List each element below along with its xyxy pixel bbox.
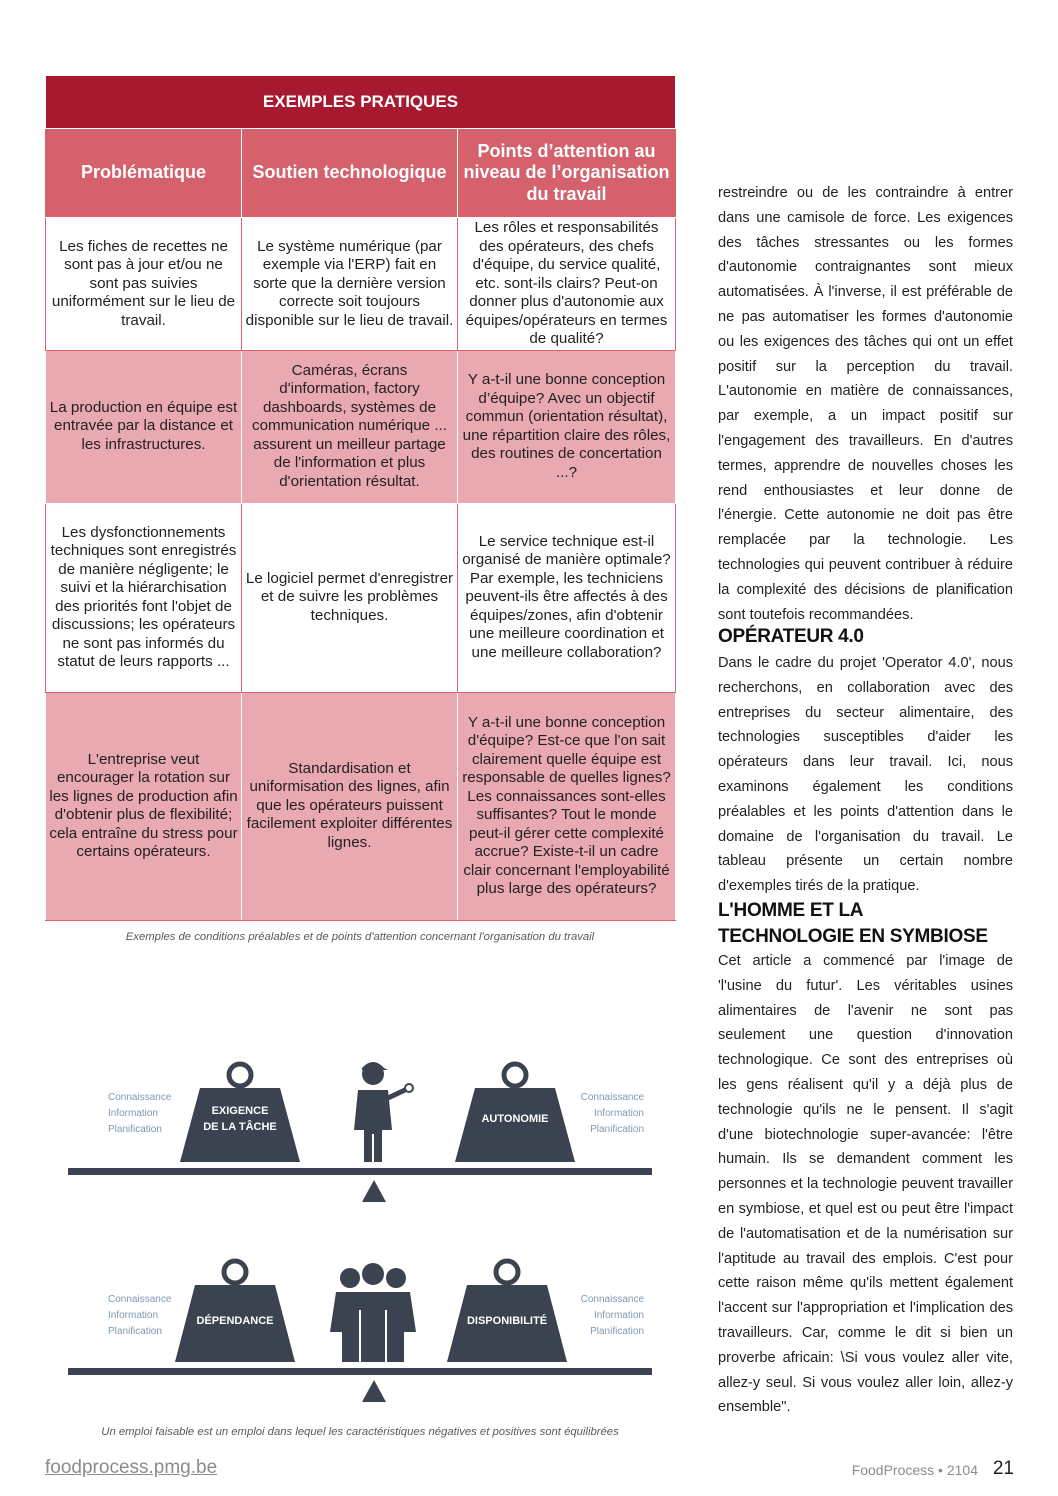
- side-label: Planification: [108, 1124, 162, 1135]
- table-row: [46, 350, 676, 503]
- person-icon: [354, 1062, 413, 1162]
- table-cell: La production en équipe est entravée par la distance et les infrastructures.: [46, 350, 242, 503]
- side-label: Connaissance: [580, 1092, 644, 1103]
- weight-label: EXIGENCE: [211, 1105, 269, 1117]
- side-label: Information: [108, 1108, 159, 1119]
- side-label: Planification: [108, 1326, 162, 1337]
- practical-examples-table: [45, 75, 676, 921]
- table-row: [46, 503, 676, 692]
- page-number: 21: [992, 1458, 1014, 1479]
- bottom-scale: [68, 1261, 652, 1402]
- weight-label: DÉPENDANCE: [196, 1315, 274, 1327]
- side-label: Connaissance: [108, 1092, 172, 1103]
- team-icon: [330, 1263, 416, 1362]
- weight-label: AUTONOMIE: [481, 1113, 549, 1125]
- table-caption: Exemples de conditions préalables et de points d'attention concernant l'organisation du travail: [125, 931, 595, 943]
- table-cell: Les dysfonctionnements techniques sont enregistrés de manière négligente; le suivi et la hiérarchisation des priorités font l'objet de discussions; les opérateurs ne sont pas informés du statut de leurs rapports ...: [46, 503, 242, 692]
- side-label: Information: [108, 1310, 159, 1321]
- table-row: [46, 692, 676, 920]
- header-points-attention: Points d’attention au niveau de l’organisation du travail: [458, 129, 676, 218]
- fulcrum: [362, 1380, 386, 1402]
- paragraph: restreindre ou de les contraindre à entrer dans une camisole de force. Les exigences des tâches stressantes ou les formes d'autonomie contraignantes sont mieux automatisées. À l'inverse, il est préférable de ne pas automatiser les formes d'autonomie ou les exigences des tâches qui ont un effet positif sur la perception du travail. L'autonomie en matière de connaissances, par exemple, a un impact positif sur l'engagement des travailleurs. En d'autres termes, apprendre de nouvelles choses les rend enthousiastes et leur donne de l'énergie. Cette autonomie ne doit pas être remplacée par la technologie. Les technologies qui peuvent contribuer à réduire la complexité des décisions de planification sont toutefois recommandées.: [718, 185, 1013, 623]
- table-title: EXEMPLES PRATIQUES: [46, 76, 676, 129]
- fulcrum: [362, 1180, 386, 1202]
- weight-label: DISPONIBILITÉ: [466, 1315, 548, 1327]
- illustration-caption: Un emploi faisable est un emploi dans lequel les caractéristiques négatives et positives sont équilibrées: [101, 1426, 619, 1438]
- weight-icon: [175, 1261, 295, 1362]
- website-link[interactable]: foodprocess.pmg.be: [45, 1457, 218, 1478]
- magazine-issue: FoodProcess • 2104: [851, 1462, 978, 1478]
- side-label: Planification: [590, 1326, 644, 1337]
- balance-beam: [68, 1168, 652, 1175]
- paragraph: Cet article a commencé par l'image de 'l'usine du futur'. Les véritables usines alimentaires de l'avenir ne sont pas seulement une question d'innovation technologique. Ce sont des entreprises où les gens réalisent qu'il y a déjà plus de technologie qu'ils ne le pensent. Il s'agit d'une biotechnologie super-avancée: l'être humain. Ils se demandent comment les personnes et la technologie peuvent travailler en symbiose, et quel est ou peut être l'impact de l'automatisation et de la numérisation sur l'aptitude au travail des emplois. C'est pour cette raison même qu'ils mettent également l'accent sur l'appropriation et l'implication des travailleurs. Car, comme le dit si bien un proverbe africain: \Si vous voulez aller vite, allez-y seul. Si vous voulez aller loin, allez-y ensemble".: [718, 953, 1013, 1416]
- table-cell: L'entreprise veut encourager la rotation sur les lignes de production afin d'obtenir plus de flexibilité; cela entraîne du stress pour certains opérateurs.: [46, 692, 242, 920]
- weight-icon: [455, 1064, 575, 1162]
- section-heading: L'HOMME ET LA TECHNOLOGIE EN SYMBIOSE: [718, 900, 988, 947]
- weight-icon: [447, 1261, 567, 1362]
- table-cell: Le service technique est-il organisé de manière optimale? Par exemple, les techniciens peuvent-ils être affectés à des équipes/zones, afin d'obtenir une meilleure coordination et une meilleure collaboration?: [458, 503, 676, 692]
- table-cell: Caméras, écrans d'information, factory dashboards, systèmes de communication numérique ... assurent un meilleur partage de l'information et plus d'orientation résultat.: [242, 350, 458, 503]
- table-cell: Le système numérique (par exemple via l'ERP) fait en sorte que la dernière version correcte soit toujours disponible sur le lieu de travail.: [242, 218, 458, 351]
- header-problematique: Problématique: [46, 129, 242, 218]
- weight-icon: [180, 1064, 300, 1162]
- table-cell: Les fiches de recettes ne sont pas à jour et/ou ne sont pas suivies uniformément sur le lieu de travail.: [46, 218, 242, 351]
- header-soutien-technologique: Soutien technologique: [242, 129, 458, 218]
- article-intro: [718, 181, 1013, 627]
- balance-beam: [68, 1368, 652, 1375]
- side-label: Connaissance: [108, 1294, 172, 1305]
- table-cell: Les rôles et responsabilités des opérateurs, des chefs d'équipe, du service qualité, etc. sont-ils clairs? Peut-on donner plus d'autonomie aux équipes/opérateurs en termes de qualité?: [458, 218, 676, 351]
- table-cell: Y a-t-il une bonne conception d'équipe? Est-ce que l'on sait clairement quelle équipe est responsable de quelles lignes? Les connaissances sont-elles suffisantes? Tout le monde peut-il gérer cette complexité accrue? Existe-t-il un cadre clair concernant l'employabilité plus large des opérateurs?: [458, 692, 676, 920]
- side-label: Planification: [590, 1124, 644, 1135]
- table-cell: Le logiciel permet d'enregistrer et de suivre les problèmes techniques.: [242, 503, 458, 692]
- side-label: Information: [593, 1310, 644, 1321]
- side-label: Information: [593, 1108, 644, 1119]
- table-cell: Y a-t-il une bonne conception d’équipe? Avec un objectif commun (orientation résultat), une répartition claire des rôles, des routines de concertation ...?: [458, 350, 676, 503]
- balance-illustration: [60, 1050, 670, 1420]
- table-cell: Standardisation et uniformisation des lignes, afin que les opérateurs puissent facilement exploiter différentes lignes.: [242, 692, 458, 920]
- table-row: [46, 218, 676, 351]
- top-scale: [68, 1062, 652, 1202]
- article-section-1: [718, 651, 1013, 899]
- article-section-2: [718, 949, 1013, 1420]
- side-label: Connaissance: [580, 1294, 644, 1305]
- weight-label: DE LA TÂCHE: [203, 1121, 277, 1133]
- paragraph: Dans le cadre du projet 'Operator 4.0', nous recherchons, en collaboration avec des entreprises du secteur alimentaire, des technologies susceptibles d'aider les opérateurs dans leur travail. Ici, nous examinons également les conditions préalables et les points d'attention dans le domaine de l'organisation du travail. Le tableau présente un certain nombre d'exemples tirés de la pratique.: [718, 655, 1013, 895]
- section-heading: OPÉRATEUR 4.0: [718, 626, 864, 647]
